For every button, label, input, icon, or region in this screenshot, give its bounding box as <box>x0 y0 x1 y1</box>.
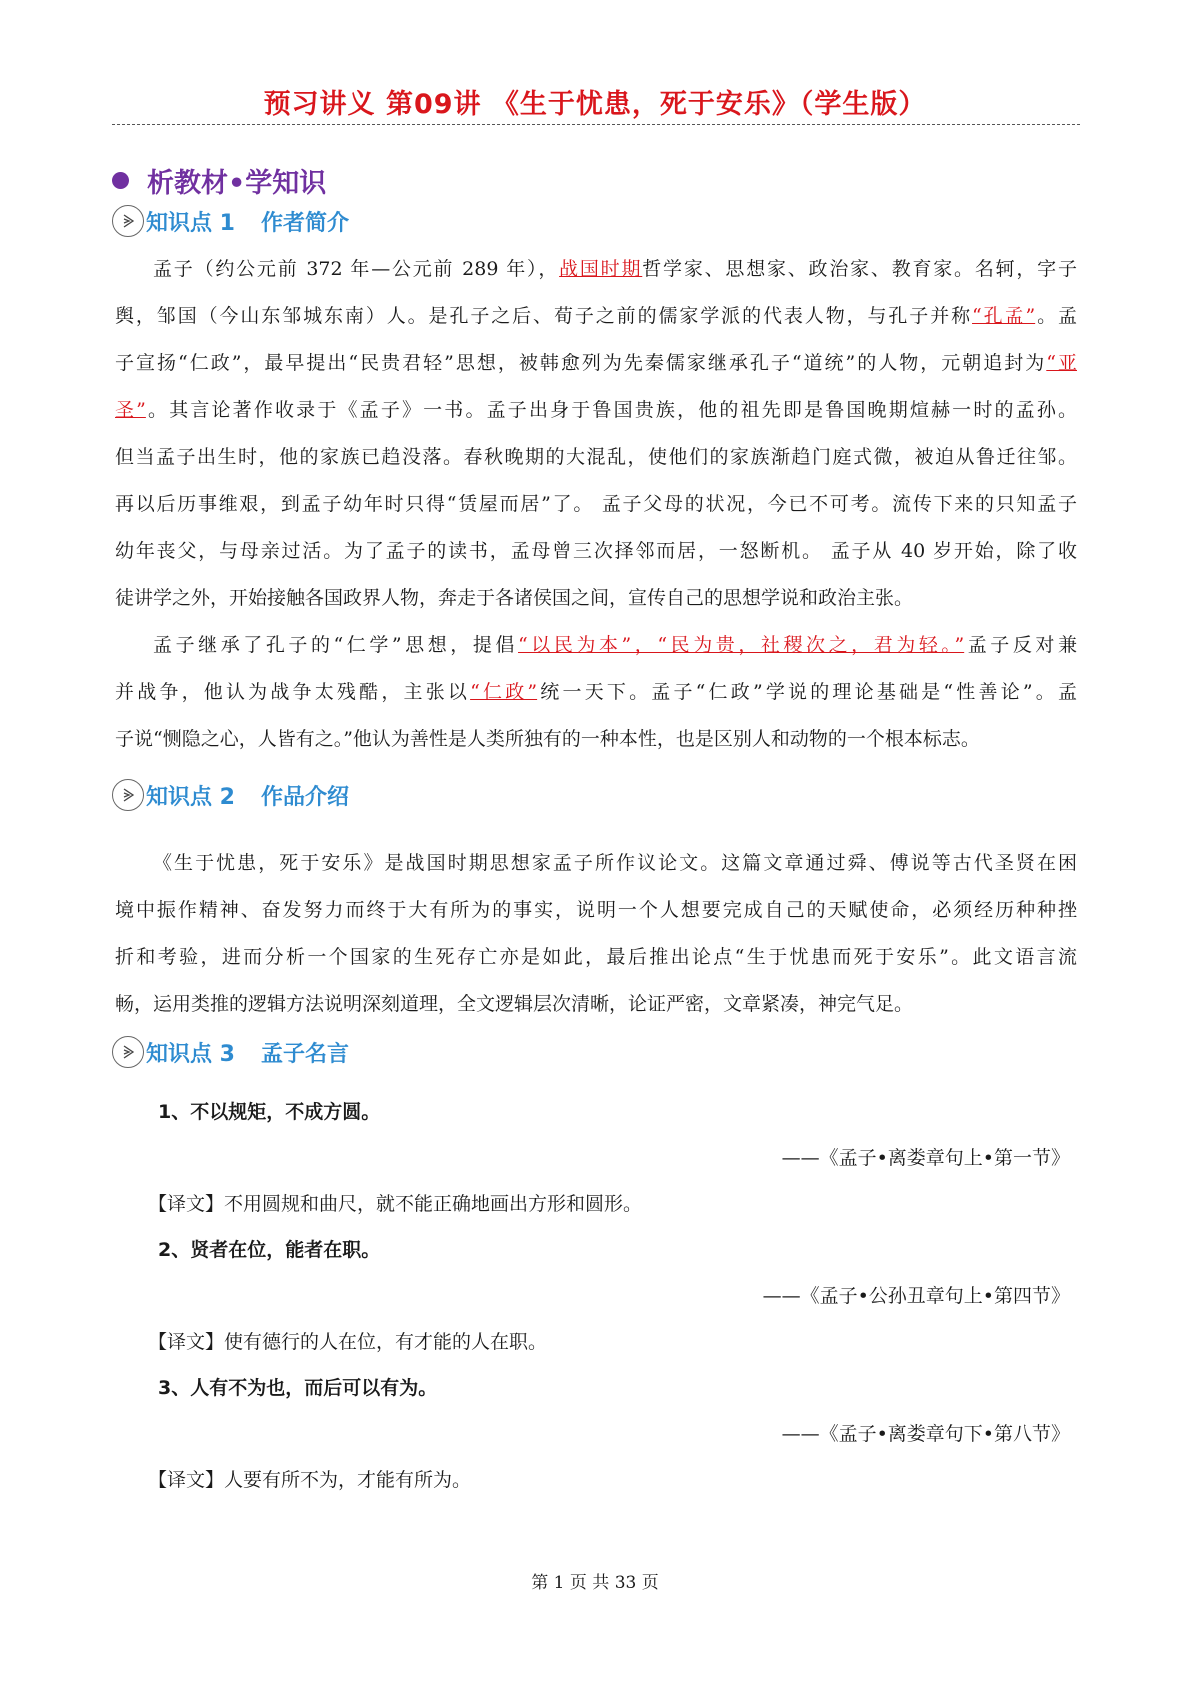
arrow-circle-icon <box>112 1036 144 1068</box>
text-line: 徒讲学之外，开始接触各国政界人物，奔走于各诸侯国之间，宣传自己的思想学说和政治主张。 <box>115 587 914 609</box>
knowledge-point-name: 孟子名言 <box>260 1041 349 1067</box>
highlight-text: “以民为本”，“民为贵，社稷次之，君为轻。” <box>518 634 965 656</box>
text-line: 《生于忧患，死于安乐》是战国时期思想家孟子所作议论文。这篇文章通过舜、傅说等古代圣贤在困 <box>153 852 1077 874</box>
quote-source: ——《孟子•离娄章句上•第一节》 <box>781 1147 1070 1169</box>
work-intro-paragraph <box>115 840 1077 1028</box>
text-line: 孟子继承了孔子的“仁学”思想，提倡“以民为本”，“民为贵，社稷次之，君为轻。”孟子反对兼 <box>153 634 1077 656</box>
quote-text: 3、人有不为也，而后可以有为。 <box>158 1377 438 1399</box>
knowledge-point-label: 知识点 1 <box>146 210 235 236</box>
author-intro-paragraph <box>115 246 1077 622</box>
knowledge-point-label: 知识点 2 <box>146 784 235 810</box>
knowledge-point-1-heading <box>112 203 349 239</box>
quote-source: ——《孟子•公孙丑章句上•第四节》 <box>762 1285 1070 1307</box>
highlight-text: “孔孟” <box>972 305 1036 327</box>
mencius-thought-paragraph <box>115 622 1077 763</box>
arrow-circle-icon <box>112 779 144 811</box>
text-line: 子宣扬“仁政”，最早提出“民贵君轻”思想，被韩愈列为先秦儒家继承孔子“道统”的人物，元朝追封为“亚 <box>115 352 1077 374</box>
text-line: 折和考验，进而分析一个国家的生死存亡亦是如此，最后推出论点“生于忧患而死于安乐”。此文语言流 <box>115 946 1077 968</box>
highlight-text: 圣” <box>115 399 146 421</box>
bullet-dot-icon <box>112 172 129 189</box>
section-heading <box>112 160 326 200</box>
text-line: 圣”。其言论著作收录于《孟子》一书。孟子出身于鲁国贵族，他的祖先即是鲁国晚期煊赫一时的孟孙。 <box>115 399 1077 421</box>
knowledge-point-2-heading <box>112 777 349 813</box>
text-line: 并战争，他认为战争太残酷，主张以“仁政”统一天下。孟子“仁政”学说的理论基础是“性善论”。孟 <box>115 681 1077 703</box>
knowledge-point-name: 作品介绍 <box>260 784 349 810</box>
quote-text: 2、贤者在位，能者在职。 <box>158 1239 381 1261</box>
text-line: 再以后历事维艰，到孟子幼年时只得“赁屋而居”了。 孟子父母的状况，今已不可考。流传下来的只知孟子 <box>115 493 1077 515</box>
knowledge-point-label: 知识点 3 <box>146 1041 235 1067</box>
arrow-circle-icon <box>112 205 144 237</box>
knowledge-point-3-heading <box>112 1034 349 1070</box>
title-divider <box>112 124 1080 125</box>
document-title: 预习讲义 第09讲 《生于忧患，死于安乐》（学生版） <box>263 89 927 120</box>
quote-source: ——《孟子•离娄章句下•第八节》 <box>781 1423 1070 1445</box>
page-number-footer: 第 1 页 共 33 页 <box>531 1573 659 1593</box>
quote-translation: 【译文】使有德行的人在位，有才能的人在职。 <box>148 1331 548 1353</box>
knowledge-point-name: 作者简介 <box>260 210 349 236</box>
text-line: 境中振作精神、奋发努力而终于大有所为的事实，说明一个人想要完成自己的天赋使命，必须经历种种挫 <box>115 899 1077 921</box>
section-title: 析教材•学知识 <box>147 167 327 199</box>
quote-translation: 【译文】人要有所不为，才能有所为。 <box>148 1469 472 1491</box>
quote-text: 1、不以规矩，不成方圆。 <box>158 1101 381 1123</box>
quote-translation: 【译文】不用圆规和曲尺，就不能正确地画出方形和圆形。 <box>148 1193 643 1215</box>
text-line: 但当孟子出生时，他的家族已趋没落。春秋晚期的大混乱，使他们的家族渐趋门庭式微，被迫从鲁迁往邹。 <box>115 446 1077 468</box>
text-line: 幼年丧父，与母亲过活。为了孟子的读书，孟母曾三次择邻而居，一怒断机。 孟子从 40 岁开始，除了收 <box>115 540 1077 562</box>
text-line: 孟子（约公元前 372 年—公元前 289 年），战国时期哲学家、思想家、政治家、教育家。名轲，字子 <box>153 258 1077 280</box>
text-line: 子说“恻隐之心，人皆有之。”他认为善性是人类所独有的一种本性，也是区别人和动物的一个根本标志。 <box>115 728 980 750</box>
text-line: 畅，运用类推的逻辑方法说明深刻道理，全文逻辑层次清晰，论证严密，文章紧凑，神完气足。 <box>115 993 914 1015</box>
highlight-text: “亚 <box>1046 352 1077 374</box>
highlight-text: “仁政” <box>470 681 538 703</box>
text-line: 舆，邹国（今山东邹城东南）人。是孔子之后、荀子之前的儒家学派的代表人物，与孔子并称“孔孟”。孟 <box>115 305 1077 327</box>
highlight-text: 战国时期 <box>559 258 643 280</box>
